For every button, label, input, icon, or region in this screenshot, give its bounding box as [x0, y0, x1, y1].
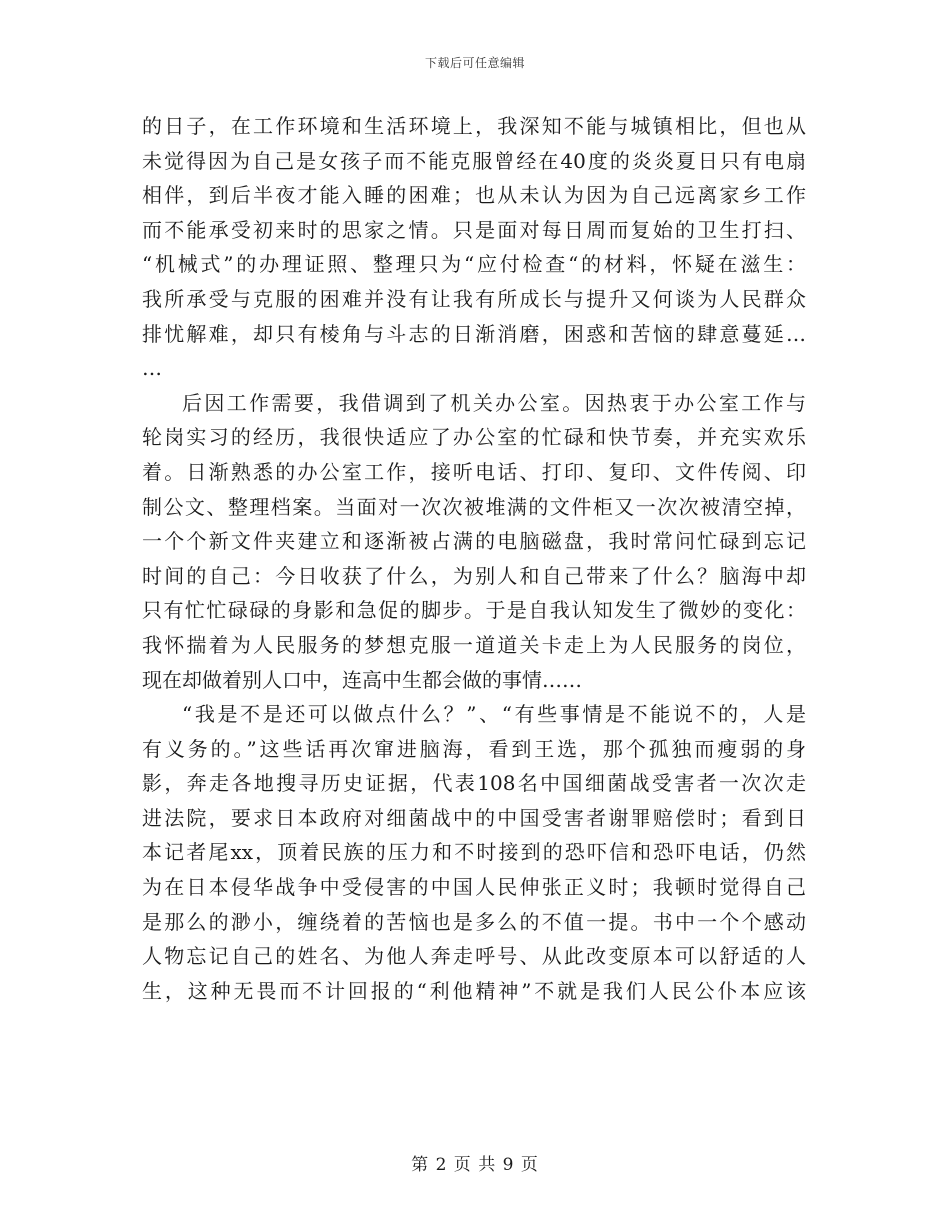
page-header-note: 下载后可任意编辑: [424, 56, 525, 70]
text-line: 现在却做着别人口中，连高中生都会做的事情……: [142, 667, 582, 692]
text-line: …: [142, 356, 162, 381]
text-line: “机械式”的办理证照、整理只为“应付检查“的材料，怀疑在滋生：: [142, 252, 806, 277]
text-line: 进法院，要求日本政府对细菌战中的中国受害者谢罪赔偿时；看到日: [142, 805, 806, 830]
text-line: 生，这种无畏而不计回报的“利他精神”不就是我们人民公仆本应该: [142, 978, 806, 1003]
text-line: 一个个新文件夹建立和逐渐被占满的电脑磁盘，我时常问忙碌到忘记: [142, 529, 806, 554]
text-line: 是那么的渺小，缠绕着的苦恼也是多么的不值一提。书中一个个感动: [142, 909, 806, 934]
text-line: 为在日本侵华战争中受侵害的中国人民伸张正义时；我顿时觉得自己: [142, 875, 806, 900]
text-line: 我怀揣着为人民服务的梦想克服一道道关卡走上为人民服务的岗位，: [142, 632, 806, 657]
text-line: 未觉得因为自己是女孩子而不能克服曾经在40度的炎炎夏日只有电扇: [142, 148, 806, 173]
text-line: 制公文、整理档案。当面对一次次被堆满的文件柜又一次次被清空掉，: [142, 494, 806, 519]
text-line: 有义务的。”这些话再次窜进脑海，看到王选，那个孤独而瘦弱的身: [142, 736, 806, 761]
text-line: 着。日渐熟悉的办公室工作，接听电话、打印、复印、文件传阅、印: [142, 459, 806, 484]
text-line: 相伴，到后半夜才能入睡的困难；也从未认为因为自己远离家乡工作: [142, 183, 806, 208]
text-line: 后因工作需要，我借调到了机关办公室。因热衷于办公室工作与: [182, 390, 806, 415]
text-line: 的日子，在工作环境和生活环境上，我深知不能与城镇相比，但也从: [142, 114, 806, 138]
text-line: 本记者尾xx，顶着民族的压力和不时接到的恐吓信和恐吓电话，仍然: [142, 840, 806, 865]
text-line: 影，奔走各地搜寻历史证据，代表108名中国细菌战受害者一次次走: [142, 771, 806, 796]
text-line: 轮岗实习的经历，我很快适应了办公室的忙碌和快节奏，并充实欢乐: [142, 425, 806, 450]
text-line: 我所承受与克服的困难并没有让我有所成长与提升又何谈为人民群众: [142, 286, 806, 311]
text-line: 时间的自己：今日收获了什么，为别人和自己带来了什么？脑海中却: [142, 563, 806, 588]
text-line: 排忧解难，却只有棱角与斗志的日渐消磨，困惑和苦恼的肆意蔓延…: [142, 321, 806, 346]
text-line: 只有忙忙碌碌的身影和急促的脚步。于是自我认知发生了微妙的变化：: [142, 598, 806, 623]
document-body: [142, 109, 806, 1008]
text-line: “我是不是还可以做点什么？”、“有些事情是不能说不的，人是: [182, 702, 806, 727]
text-line: 人物忘记自己的姓名、为他人奔走呼号、从此改变原本可以舒适的人: [142, 944, 806, 969]
text-line: 而不能承受初来时的思家之情。只是面对每日周而复始的卫生打扫、: [142, 217, 806, 242]
page-number: 第 2 页 共 9 页: [411, 1155, 539, 1175]
